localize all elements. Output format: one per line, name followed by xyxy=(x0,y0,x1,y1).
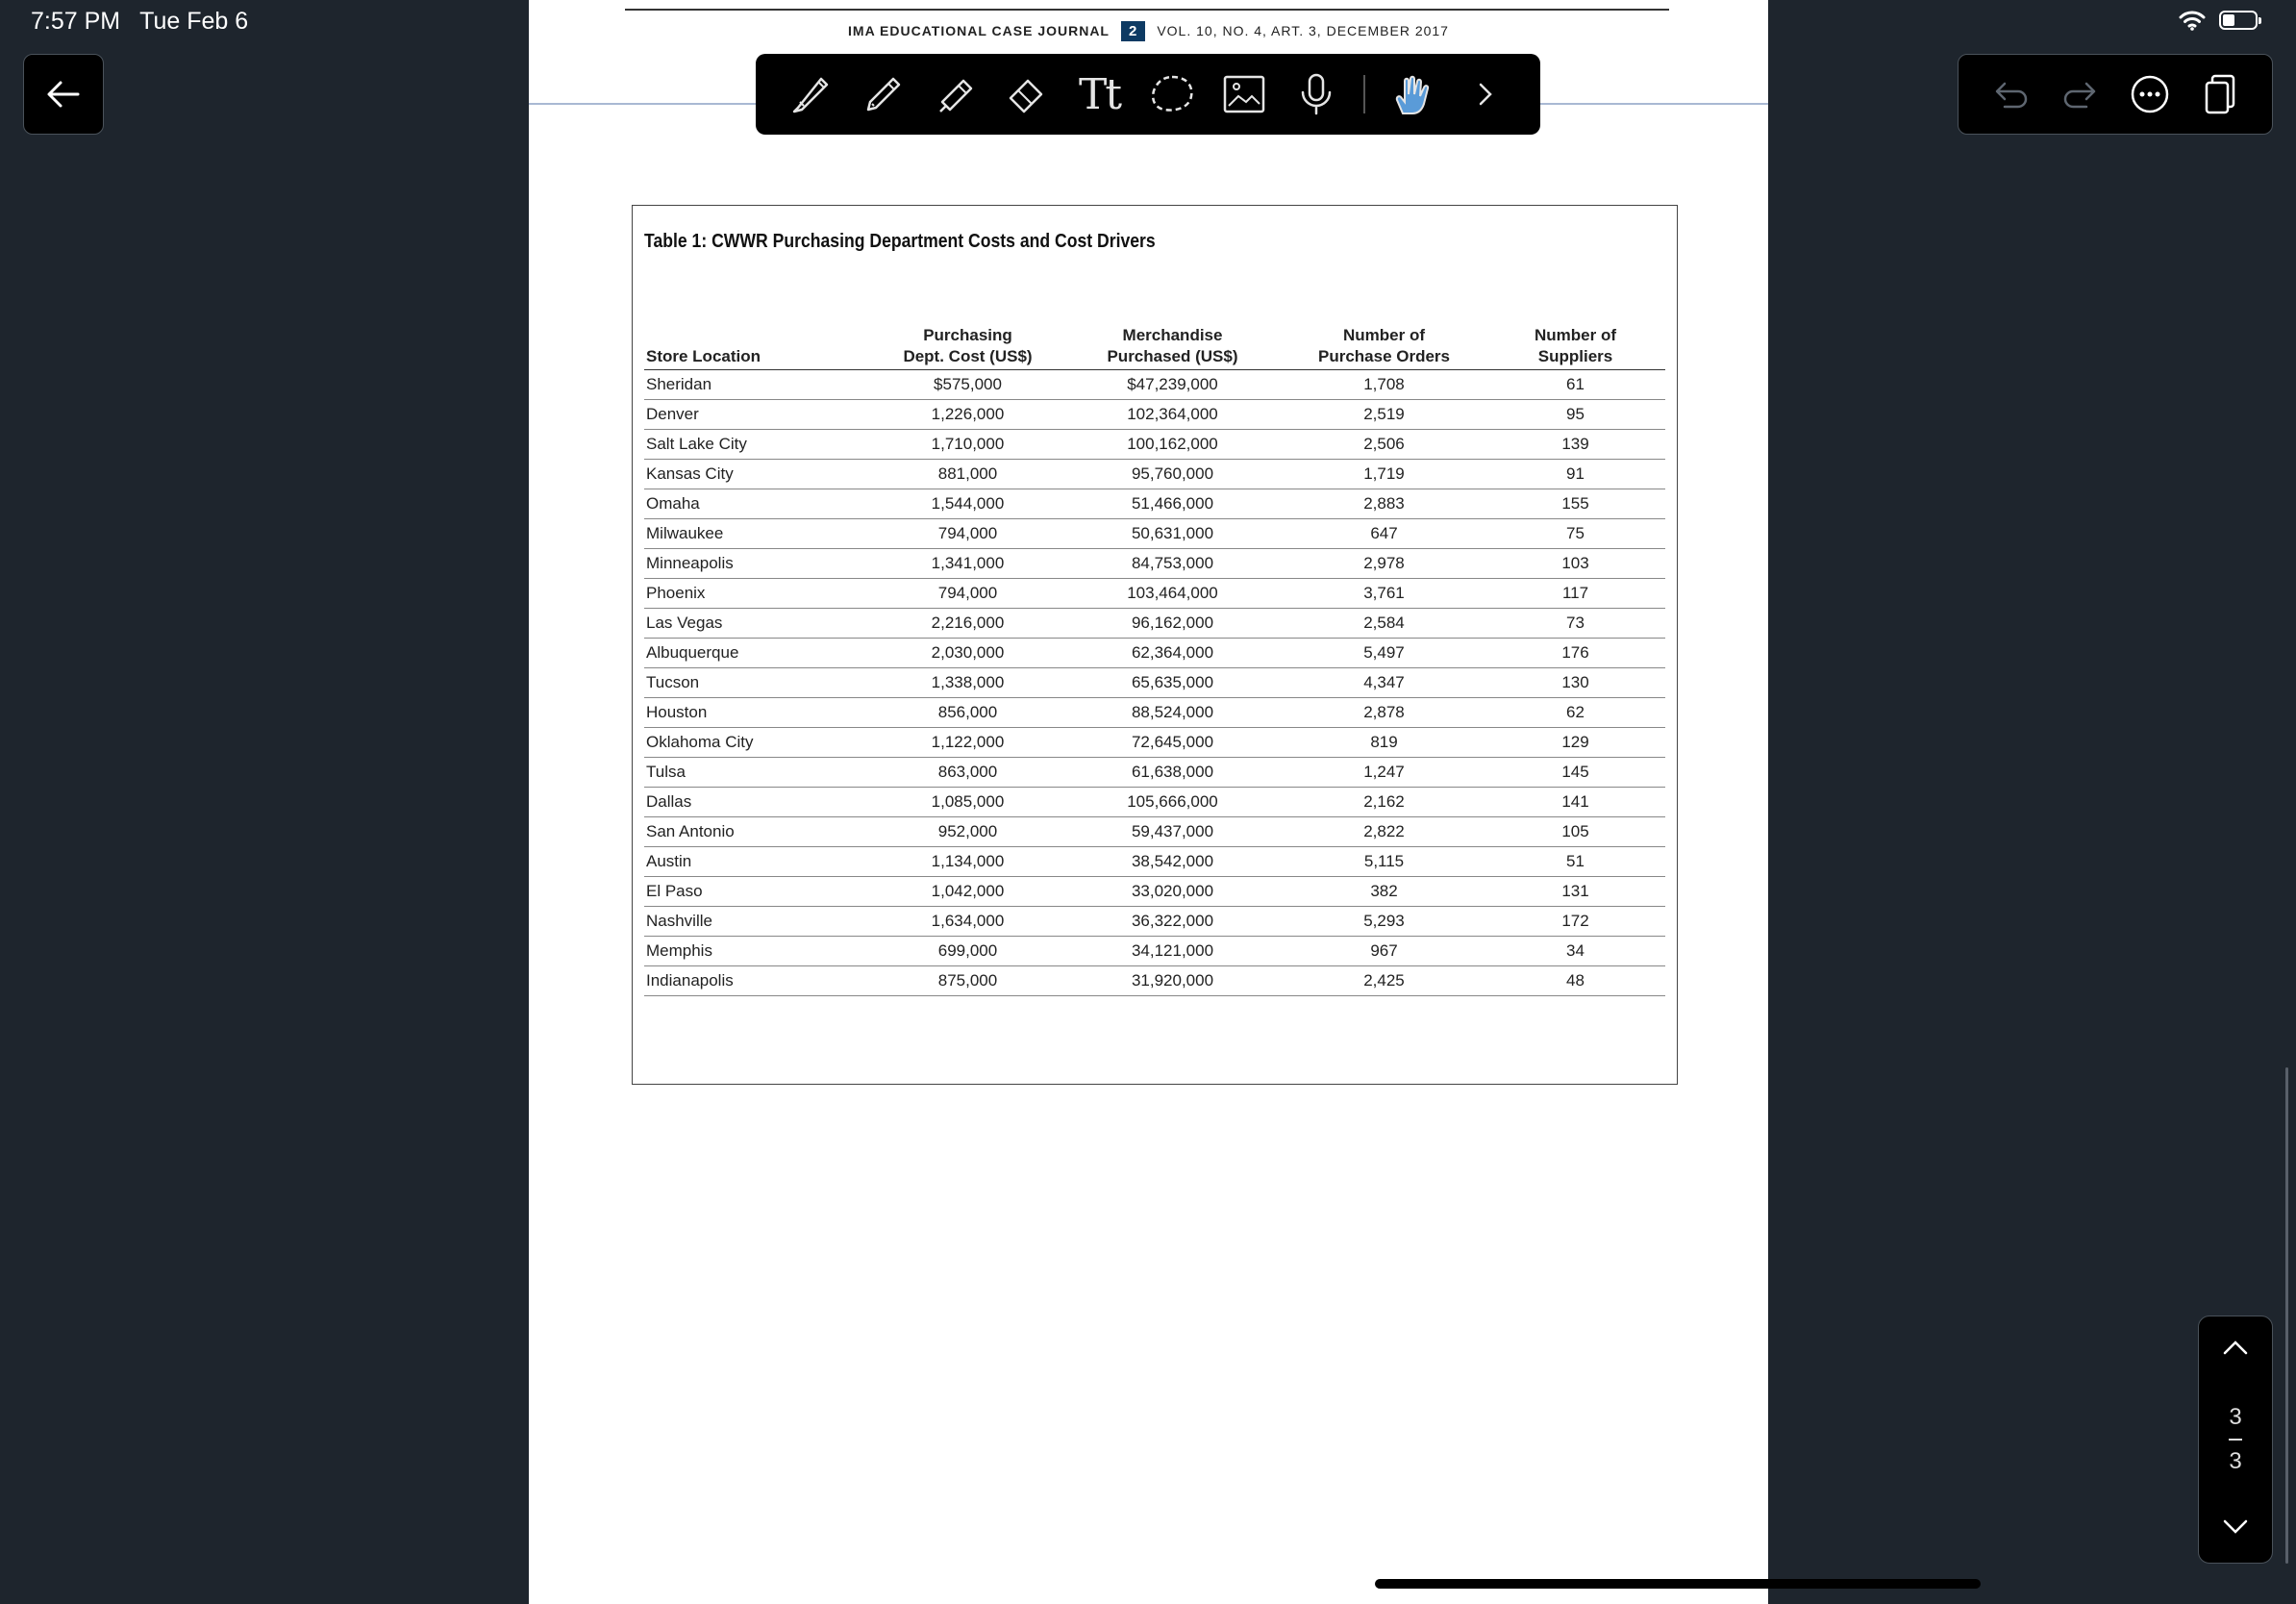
cell-cost: 952,000 xyxy=(873,817,1062,847)
cell-cost: 1,122,000 xyxy=(873,728,1062,758)
cell-store: Omaha xyxy=(644,489,873,519)
cell-store: Oklahoma City xyxy=(644,728,873,758)
journal-volume: VOL. 10, NO. 4, ART. 3, DECEMBER 2017 xyxy=(1157,23,1449,38)
battery-icon xyxy=(2219,11,2258,30)
table-row xyxy=(644,817,1665,847)
table-row xyxy=(644,370,1665,400)
eraser-icon xyxy=(1005,71,1051,117)
chevron-up-icon xyxy=(2221,1338,2250,1357)
cell-orders: 2,506 xyxy=(1283,430,1485,460)
cell-store: San Antonio xyxy=(644,817,873,847)
cell-store: Tulsa xyxy=(644,758,873,788)
cell-suppliers: 73 xyxy=(1485,609,1665,639)
cell-suppliers: 117 xyxy=(1485,579,1665,609)
cell-orders: 2,425 xyxy=(1283,966,1485,996)
cell-merchandise: 36,322,000 xyxy=(1062,907,1283,937)
cell-orders: 1,719 xyxy=(1283,460,1485,489)
table-row xyxy=(644,609,1665,639)
cell-cost: 856,000 xyxy=(873,698,1062,728)
hand-touch-icon xyxy=(1389,71,1435,117)
document-toolbar xyxy=(1958,54,2273,135)
cell-cost: 1,338,000 xyxy=(873,668,1062,698)
redo-button[interactable] xyxy=(2054,67,2108,121)
cell-store: Denver xyxy=(644,400,873,430)
arrow-left-icon xyxy=(46,80,81,109)
table-row xyxy=(644,579,1665,609)
cell-cost: 1,085,000 xyxy=(873,788,1062,817)
cell-cost: 1,544,000 xyxy=(873,489,1062,519)
cell-suppliers: 91 xyxy=(1485,460,1665,489)
cell-store: Milwaukee xyxy=(644,519,873,549)
cell-merchandise: 102,364,000 xyxy=(1062,400,1283,430)
header-cost: Purchasing Dept. Cost (US$) xyxy=(873,325,1062,370)
cell-merchandise: 61,638,000 xyxy=(1062,758,1283,788)
cell-cost: 1,710,000 xyxy=(873,430,1062,460)
cell-cost: 794,000 xyxy=(873,579,1062,609)
cell-suppliers: 48 xyxy=(1485,966,1665,996)
cell-orders: 2,162 xyxy=(1283,788,1485,817)
cell-suppliers: 75 xyxy=(1485,519,1665,549)
back-button[interactable] xyxy=(23,54,104,135)
cell-suppliers: 51 xyxy=(1485,847,1665,877)
table-body xyxy=(644,370,1665,996)
cell-cost: 2,030,000 xyxy=(873,639,1062,668)
cell-suppliers: 61 xyxy=(1485,370,1665,400)
cell-orders: 2,883 xyxy=(1283,489,1485,519)
cell-cost: 1,042,000 xyxy=(873,877,1062,907)
cell-store: El Paso xyxy=(644,877,873,907)
cell-cost: 1,226,000 xyxy=(873,400,1062,430)
cell-merchandise: 84,753,000 xyxy=(1062,549,1283,579)
table-row xyxy=(644,489,1665,519)
cell-cost: 875,000 xyxy=(873,966,1062,996)
cell-orders: 1,247 xyxy=(1283,758,1485,788)
microphone-icon xyxy=(1293,71,1339,117)
pencil-icon xyxy=(861,71,907,117)
redo-icon xyxy=(2061,80,2100,109)
cell-store: Nashville xyxy=(644,907,873,937)
cell-merchandise: 65,635,000 xyxy=(1062,668,1283,698)
cell-suppliers: 139 xyxy=(1485,430,1665,460)
cell-suppliers: 34 xyxy=(1485,937,1665,966)
cell-store: Las Vegas xyxy=(644,609,873,639)
cell-orders: 5,115 xyxy=(1283,847,1485,877)
cell-merchandise: $47,239,000 xyxy=(1062,370,1283,400)
microphone-tool[interactable] xyxy=(1280,63,1352,125)
scrollbar[interactable] xyxy=(2285,1067,2288,1564)
table-row xyxy=(644,788,1665,817)
cell-merchandise: 31,920,000 xyxy=(1062,966,1283,996)
cell-suppliers: 95 xyxy=(1485,400,1665,430)
journal-name: IMA EDUCATIONAL CASE JOURNAL xyxy=(848,23,1110,38)
table-row xyxy=(644,460,1665,489)
table-row xyxy=(644,728,1665,758)
cell-cost: 863,000 xyxy=(873,758,1062,788)
cell-store: Minneapolis xyxy=(644,549,873,579)
total-pages: 3 xyxy=(2229,1448,2242,1474)
table-row xyxy=(644,519,1665,549)
table-header-row xyxy=(644,325,1665,370)
cell-merchandise: 95,760,000 xyxy=(1062,460,1283,489)
cell-store: Dallas xyxy=(644,788,873,817)
cell-store: Kansas City xyxy=(644,460,873,489)
cell-suppliers: 103 xyxy=(1485,549,1665,579)
cell-orders: 3,761 xyxy=(1283,579,1485,609)
cell-suppliers: 62 xyxy=(1485,698,1665,728)
cell-store: Indianapolis xyxy=(644,966,873,996)
table-row xyxy=(644,639,1665,668)
eraser-tool[interactable] xyxy=(991,63,1063,125)
cell-orders: 2,519 xyxy=(1283,400,1485,430)
cell-cost: 699,000 xyxy=(873,937,1062,966)
table-row xyxy=(644,937,1665,966)
cell-suppliers: 176 xyxy=(1485,639,1665,668)
touch-tool[interactable] xyxy=(1377,63,1449,125)
cell-cost: 794,000 xyxy=(873,519,1062,549)
table-row xyxy=(644,430,1665,460)
cell-suppliers: 130 xyxy=(1485,668,1665,698)
cell-store: Albuquerque xyxy=(644,639,873,668)
cell-store: Tucson xyxy=(644,668,873,698)
cell-orders: 5,497 xyxy=(1283,639,1485,668)
cell-merchandise: 105,666,000 xyxy=(1062,788,1283,817)
header-rule xyxy=(625,9,1669,11)
cell-merchandise: 59,437,000 xyxy=(1062,817,1283,847)
cell-orders: 2,822 xyxy=(1283,817,1485,847)
table-row xyxy=(644,758,1665,788)
cell-orders: 647 xyxy=(1283,519,1485,549)
more-button[interactable] xyxy=(2123,67,2177,121)
cell-suppliers: 105 xyxy=(1485,817,1665,847)
cell-cost: $575,000 xyxy=(873,370,1062,400)
cell-store: Memphis xyxy=(644,937,873,966)
cell-store: Sheridan xyxy=(644,370,873,400)
toolbar-divider xyxy=(1363,75,1365,113)
cell-suppliers: 145 xyxy=(1485,758,1665,788)
cell-merchandise: 72,645,000 xyxy=(1062,728,1283,758)
more-icon xyxy=(2130,74,2170,114)
highlighter-tool[interactable] xyxy=(919,63,991,125)
cell-orders: 2,584 xyxy=(1283,609,1485,639)
header-merchandise: Merchandise Purchased (US$) xyxy=(1062,325,1283,370)
page-counter xyxy=(2229,1404,2242,1475)
cell-merchandise: 88,524,000 xyxy=(1062,698,1283,728)
cell-store: Salt Lake City xyxy=(644,430,873,460)
page-up-button[interactable] xyxy=(2221,1338,2250,1362)
cell-suppliers: 172 xyxy=(1485,907,1665,937)
cell-suppliers: 131 xyxy=(1485,877,1665,907)
cell-suppliers: 155 xyxy=(1485,489,1665,519)
cell-cost: 1,341,000 xyxy=(873,549,1062,579)
table-row xyxy=(644,668,1665,698)
table-row xyxy=(644,847,1665,877)
pencil-tool[interactable] xyxy=(847,63,919,125)
cell-orders: 382 xyxy=(1283,877,1485,907)
table-row xyxy=(644,400,1665,430)
page-navigator xyxy=(2198,1316,2273,1564)
cell-cost: 2,216,000 xyxy=(873,609,1062,639)
text-tool[interactable] xyxy=(1063,63,1136,125)
pen-icon xyxy=(788,71,835,117)
cell-orders: 1,708 xyxy=(1283,370,1485,400)
cell-suppliers: 129 xyxy=(1485,728,1665,758)
header-store: Store Location xyxy=(644,325,873,370)
cell-merchandise: 103,464,000 xyxy=(1062,579,1283,609)
cell-orders: 4,347 xyxy=(1283,668,1485,698)
cell-cost: 881,000 xyxy=(873,460,1062,489)
header-orders: Number of Purchase Orders xyxy=(1283,325,1485,370)
cell-orders: 2,978 xyxy=(1283,549,1485,579)
cell-store: Austin xyxy=(644,847,873,877)
lasso-icon xyxy=(1147,71,1197,117)
cell-merchandise: 33,020,000 xyxy=(1062,877,1283,907)
journal-header xyxy=(529,21,1768,41)
page-number-badge: 2 xyxy=(1121,21,1145,41)
chevron-right-icon xyxy=(1473,80,1496,109)
table-row xyxy=(644,698,1665,728)
cell-cost: 1,134,000 xyxy=(873,847,1062,877)
clock: 7:57 PM xyxy=(31,8,121,35)
cell-cost: 1,634,000 xyxy=(873,907,1062,937)
annotation-toolbar xyxy=(756,54,1540,135)
cell-store: Houston xyxy=(644,698,873,728)
cell-merchandise: 38,542,000 xyxy=(1062,847,1283,877)
highlighter-icon xyxy=(933,71,979,117)
cell-orders: 967 xyxy=(1283,937,1485,966)
cell-merchandise: 100,162,000 xyxy=(1062,430,1283,460)
table-title: Table 1: CWWR Purchasing Department Costs and Cost Drivers xyxy=(644,231,1156,252)
table-row xyxy=(644,907,1665,937)
pages-button[interactable] xyxy=(2193,67,2247,121)
cell-merchandise: 51,466,000 xyxy=(1062,489,1283,519)
cell-merchandise: 50,631,000 xyxy=(1062,519,1283,549)
image-icon xyxy=(1221,71,1267,117)
text-tool-icon: Tt xyxy=(1078,69,1121,119)
table-figure xyxy=(632,205,1678,1085)
cell-suppliers: 141 xyxy=(1485,788,1665,817)
table-row xyxy=(644,549,1665,579)
undo-button[interactable] xyxy=(1984,67,2037,121)
header-suppliers: Number of Suppliers xyxy=(1485,325,1665,370)
cost-table xyxy=(644,325,1665,996)
status-time xyxy=(31,8,267,36)
image-tool[interactable] xyxy=(1208,63,1280,125)
cell-orders: 819 xyxy=(1283,728,1485,758)
table-row xyxy=(644,877,1665,907)
cell-orders: 2,878 xyxy=(1283,698,1485,728)
pages-icon xyxy=(2203,73,2237,115)
home-indicator[interactable] xyxy=(1375,1579,1981,1589)
cell-orders: 5,293 xyxy=(1283,907,1485,937)
page-down-button[interactable] xyxy=(2221,1517,2250,1541)
cell-store: Phoenix xyxy=(644,579,873,609)
document-page xyxy=(529,0,1768,1604)
undo-icon xyxy=(1991,80,2030,109)
cell-merchandise: 34,121,000 xyxy=(1062,937,1283,966)
current-page: 3 xyxy=(2229,1404,2242,1430)
wifi-icon xyxy=(2179,10,2206,31)
more-tools-button[interactable] xyxy=(1449,63,1521,125)
pen-tool[interactable] xyxy=(775,63,847,125)
cell-merchandise: 62,364,000 xyxy=(1062,639,1283,668)
table-row xyxy=(644,966,1665,996)
date: Tue Feb 6 xyxy=(139,8,249,35)
chevron-down-icon xyxy=(2221,1517,2250,1537)
lasso-tool[interactable] xyxy=(1136,63,1208,125)
cell-merchandise: 96,162,000 xyxy=(1062,609,1283,639)
status-indicators xyxy=(2179,10,2258,31)
